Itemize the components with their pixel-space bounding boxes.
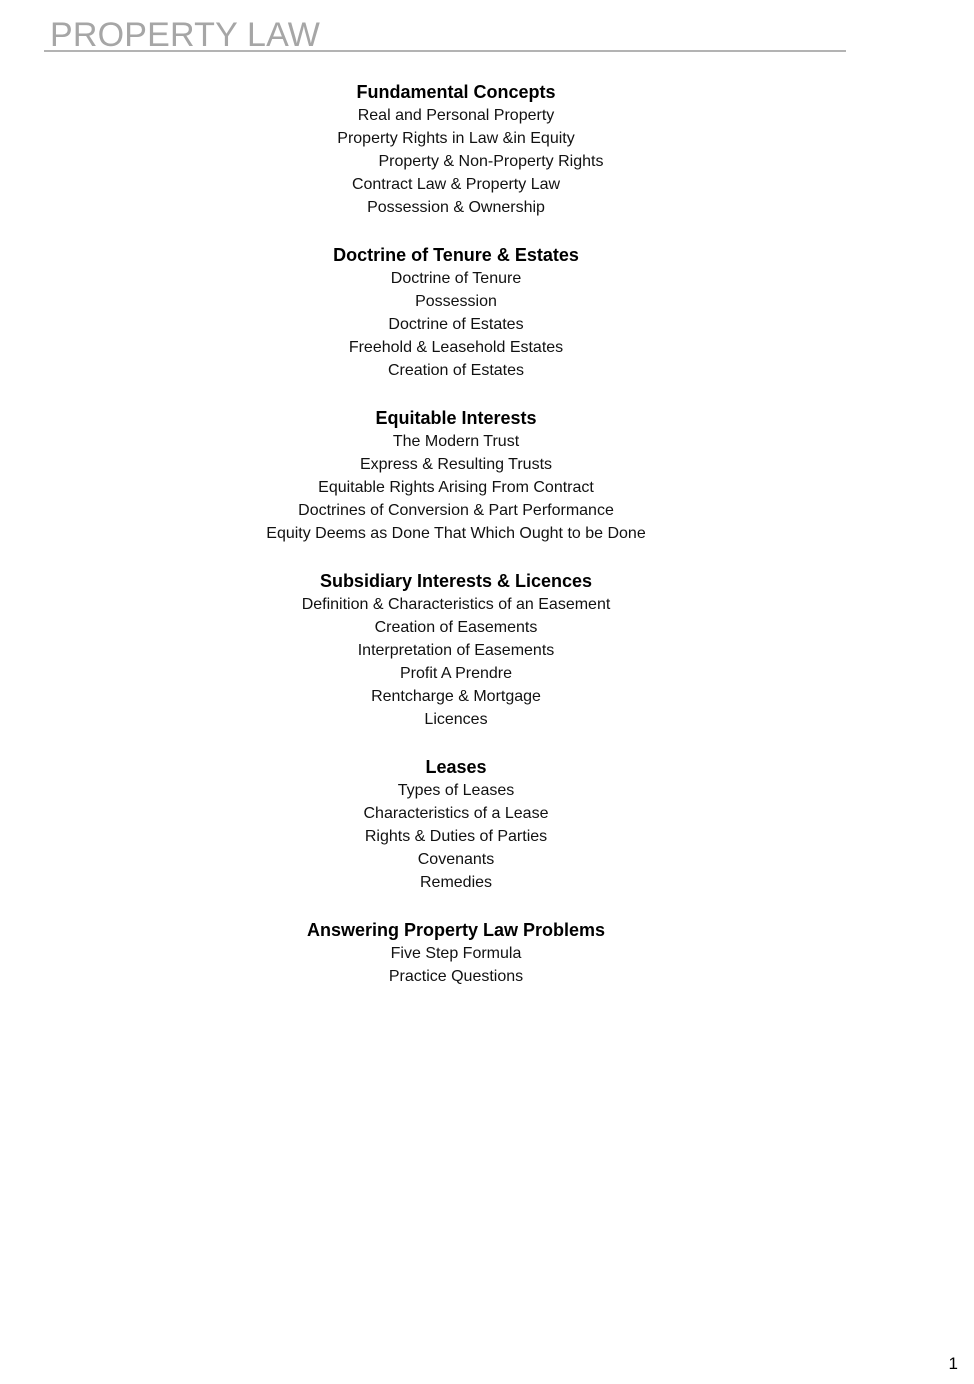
toc-entry: Practice Questions	[388, 968, 524, 985]
section-leases	[0, 755, 912, 894]
toc-entry: The Modern Trust	[392, 433, 520, 450]
toc-entry: Rights & Duties of Parties	[364, 828, 548, 845]
section-equitable-interests	[0, 406, 912, 545]
toc-entry: Property Rights in Law &in Equity	[337, 130, 575, 147]
toc-entry: Doctrine of Tenure	[390, 270, 522, 287]
toc-entry: Possession & Ownership	[367, 199, 545, 216]
toc-entry: Profit A Prendre	[399, 665, 513, 682]
section-title: Answering Property Law Problems	[306, 920, 606, 940]
section-title: Subsidiary Interests & Licences	[319, 571, 593, 591]
section-subsidiary-interests-licences	[0, 569, 912, 731]
toc-entry: Express & Resulting Trusts	[359, 456, 553, 473]
section-title: Fundamental Concepts	[356, 82, 556, 102]
toc-entry: Licences	[424, 711, 488, 728]
toc-entry: Rentcharge & Mortgage	[371, 688, 541, 705]
toc-entry: Characteristics of a Lease	[363, 805, 549, 822]
toc-entry: Five Step Formula	[390, 945, 522, 962]
page-number: 1	[948, 1354, 958, 1373]
section-title: Equitable Interests	[375, 408, 537, 428]
section-answering-property-law-problems	[0, 918, 912, 988]
toc-entry: Doctrine of Estates	[388, 316, 524, 333]
toc-entry: Contract Law & Property Law	[351, 176, 561, 193]
toc-entry: Equity Deems as Done That Which Ought to be Done	[266, 525, 646, 542]
toc-entry: Property & Non-Property Rights	[378, 153, 604, 170]
table-of-contents	[0, 80, 912, 1012]
toc-entry: Freehold & Leasehold Estates	[348, 339, 564, 356]
section-title: Leases	[425, 757, 487, 777]
toc-entry: Doctrines of Conversion & Part Performance	[298, 502, 614, 519]
toc-entry: Creation of Easements	[374, 619, 538, 636]
section-doctrine-of-tenure-estates	[0, 243, 912, 382]
toc-entry: Definition & Characteristics of an Easement	[301, 596, 611, 613]
toc-entry: Types of Leases	[397, 782, 515, 799]
page-title: PROPERTY LAW	[50, 16, 321, 54]
toc-entry: Covenants	[417, 851, 495, 868]
toc-entry: Equitable Rights Arising From Contract	[318, 479, 594, 496]
section-title: Doctrine of Tenure & Estates	[333, 245, 579, 265]
toc-entry: Remedies	[419, 874, 493, 891]
toc-entry: Interpretation of Easements	[357, 642, 555, 659]
toc-entry: Possession	[415, 293, 497, 310]
page-header	[44, 14, 846, 52]
toc-entry: Real and Personal Property	[357, 107, 555, 124]
section-fundamental-concepts	[0, 80, 912, 219]
toc-entry: Creation of Estates	[387, 362, 525, 379]
